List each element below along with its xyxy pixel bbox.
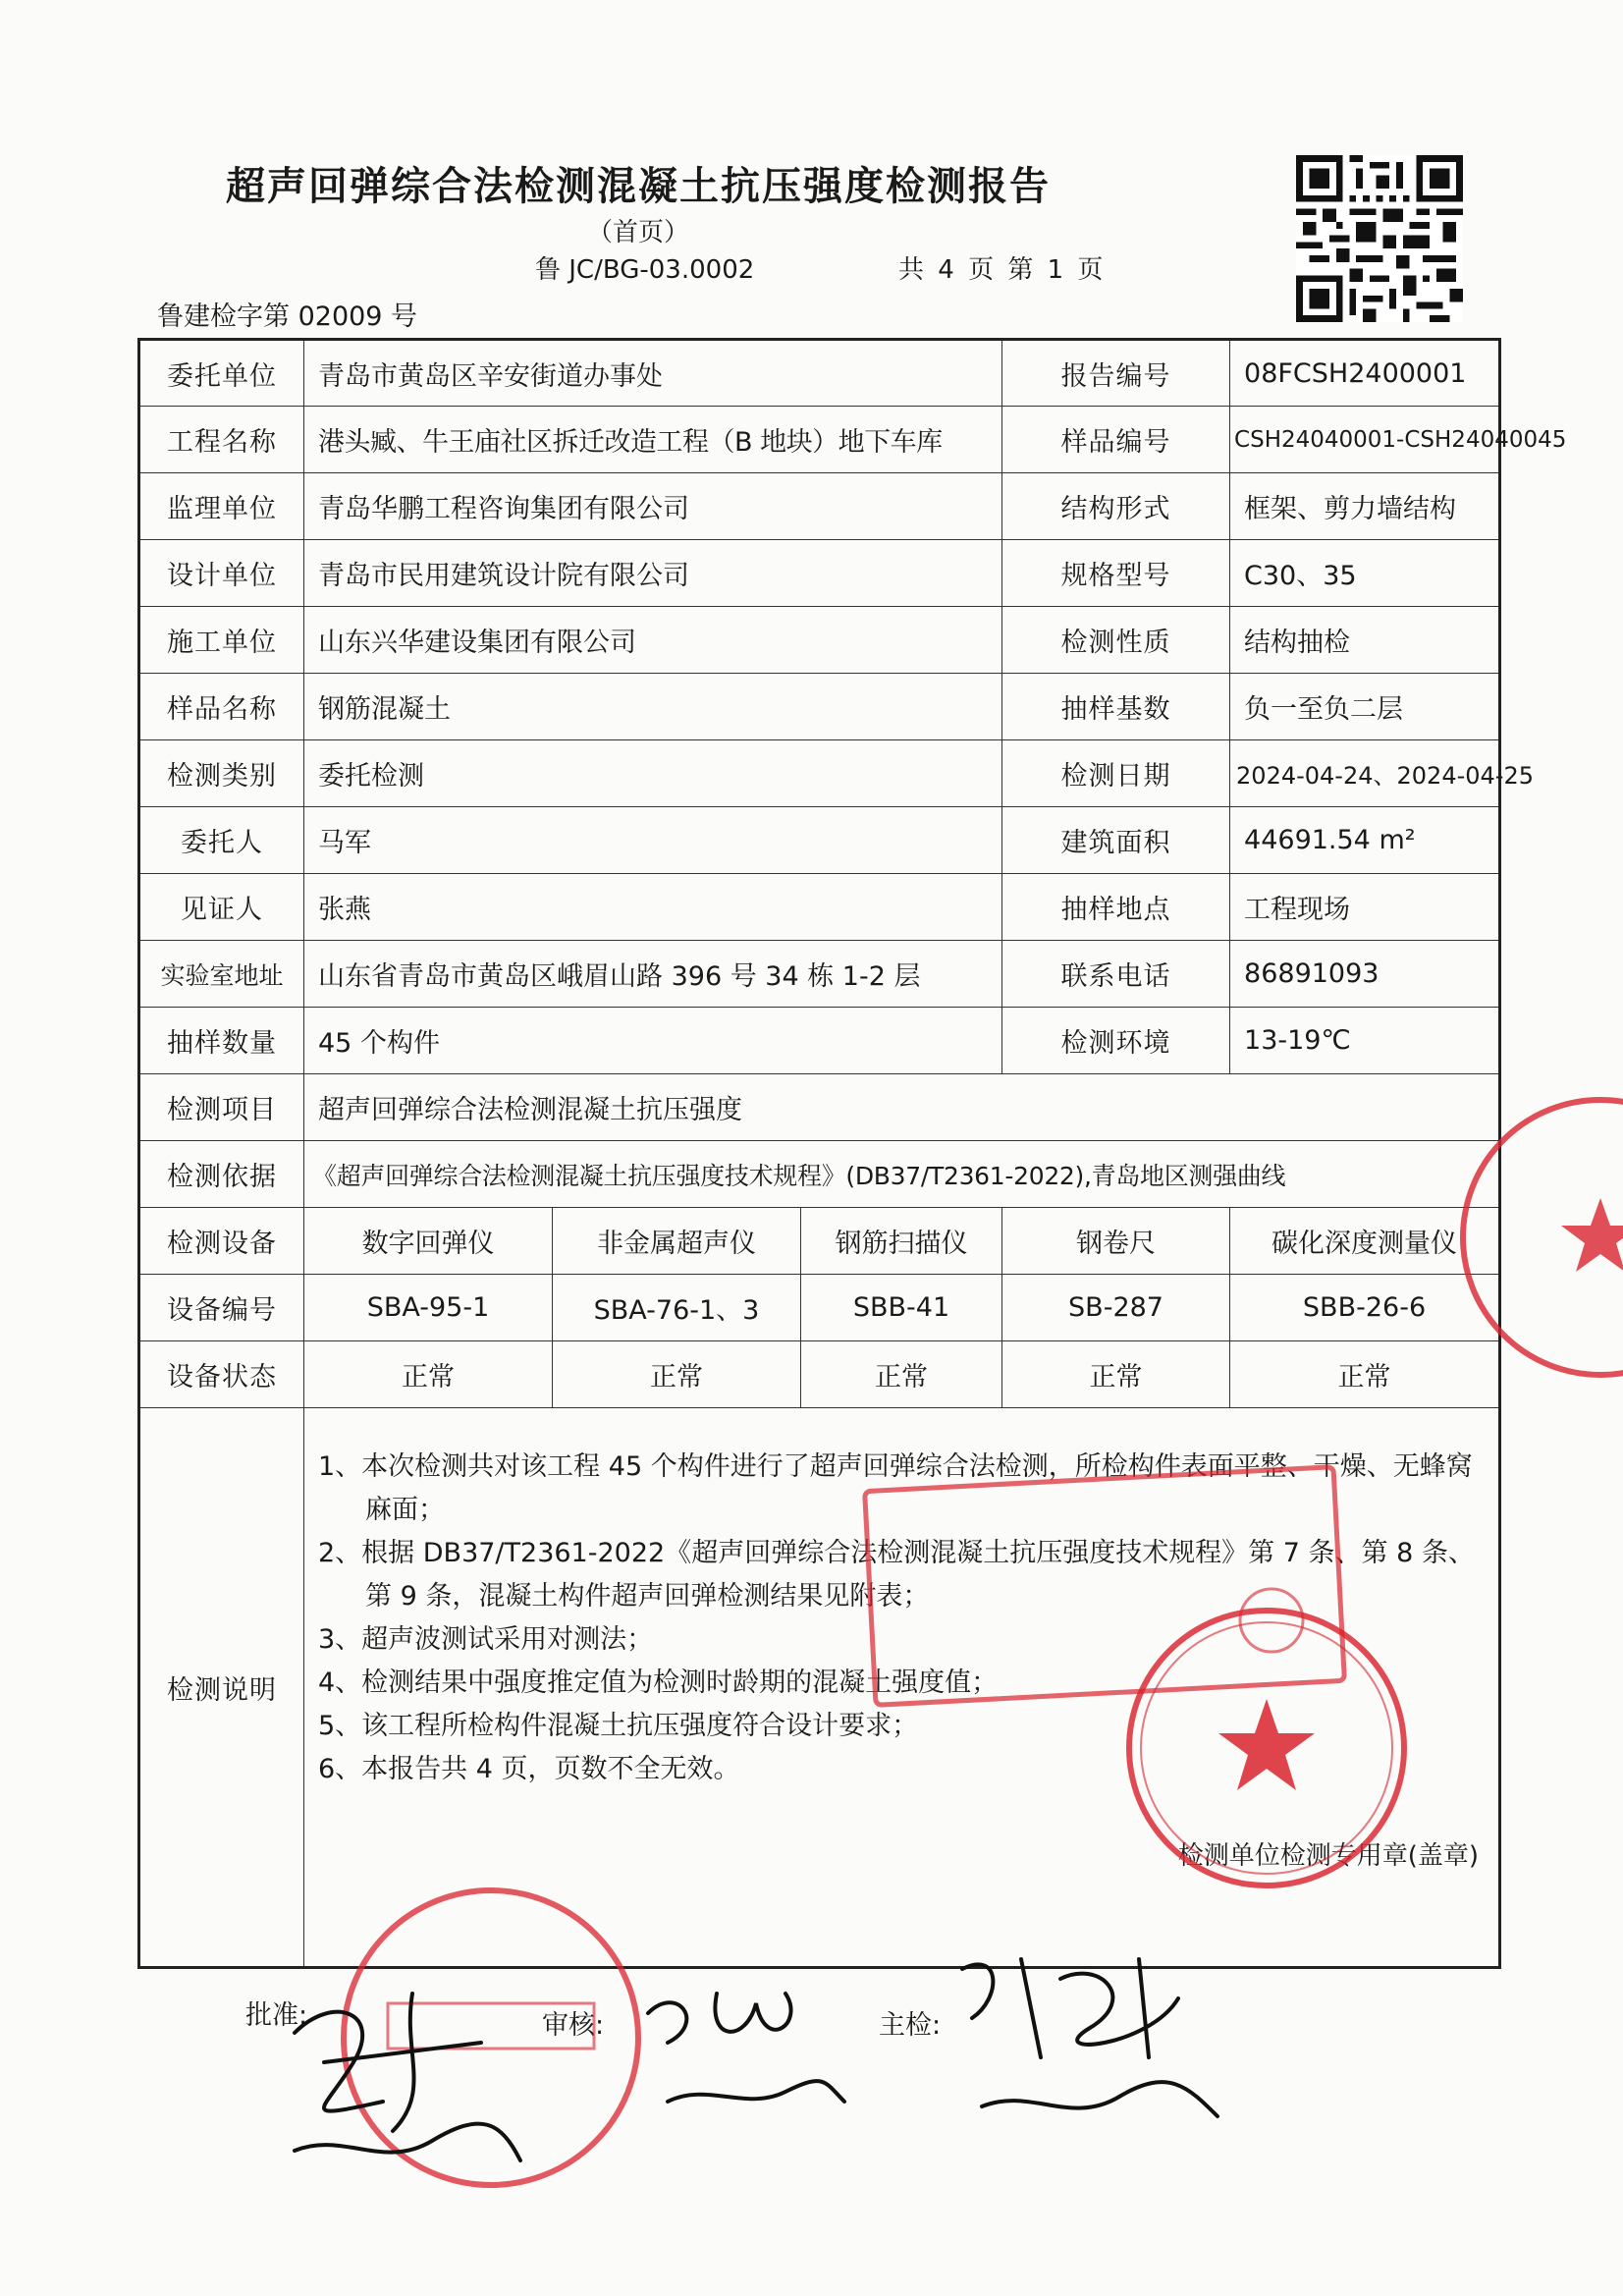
table-row — [139, 1074, 1500, 1141]
equipment-no-label: 设备编号 — [139, 1275, 304, 1341]
equipment-no-row — [139, 1275, 1500, 1341]
table-row — [139, 874, 1500, 941]
equipment-name: 碳化深度测量仪 — [1230, 1208, 1500, 1275]
qty-label: 抽样数量 — [139, 1008, 304, 1074]
equipment-no: SB-287 — [1002, 1275, 1230, 1341]
note-item: 3、超声波测试采用对测法； — [318, 1624, 654, 1655]
table-row — [139, 941, 1500, 1008]
equipment-status: 正常 — [1230, 1341, 1500, 1408]
equipment-no: SBB-26-6 — [1230, 1275, 1500, 1341]
qr-code-icon — [1296, 155, 1463, 322]
equipment-status: 正常 — [1002, 1341, 1230, 1408]
signature-approver-icon — [265, 1954, 579, 2180]
note-item: 2、根据 DB37/T2361-2022《超声回弹综合法检测混凝土抗压强度技术规程》第 7 条、第 8 条、第 9 条，混凝土构件超声回弹检测结果见附表； — [318, 1538, 1475, 1612]
date-value: 2024-04-24、2024-04-25 — [1230, 740, 1500, 807]
item-value: 超声回弹综合法检测混凝土抗压强度 — [304, 1074, 1500, 1141]
sample-no-label: 样品编号 — [1002, 407, 1230, 473]
notes-label: 检测说明 — [139, 1408, 304, 1968]
client-value: 青岛市黄岛区辛安街道办事处 — [304, 340, 1002, 407]
equipment-name: 钢卷尺 — [1002, 1208, 1230, 1275]
seal-stamp-right-edge — [1453, 1080, 1623, 1394]
category-value: 委托检测 — [304, 740, 1002, 807]
report-no-value: 08FCSH2400001 — [1230, 340, 1500, 407]
table-row — [139, 807, 1500, 874]
review-label: 审核: — [542, 2010, 605, 2041]
table-row — [139, 607, 1500, 674]
table-row — [139, 1141, 1500, 1208]
note-item: 6、本报告共 4 页，页数不全无效。 — [318, 1754, 740, 1784]
entrust-person-label: 委托人 — [139, 807, 304, 874]
basis-label: 检测依据 — [139, 1141, 304, 1208]
supervisor-value: 青岛华鹏工程咨询集团有限公司 — [304, 473, 1002, 540]
note-item: 5、该工程所检构件混凝土抗压强度符合设计要求； — [318, 1711, 919, 1741]
certificate-number: 鲁建检字第 02009 号 — [157, 301, 418, 332]
item-label: 检测项目 — [139, 1074, 304, 1141]
approve-label: 批准: — [245, 2000, 308, 2031]
report-subtitle: （首页） — [586, 218, 689, 247]
place-value: 工程现场 — [1230, 874, 1500, 941]
env-label: 检测环境 — [1002, 1008, 1230, 1074]
page-count: 共 4 页 第 1 页 — [898, 255, 1104, 285]
sample-name-label: 样品名称 — [139, 674, 304, 740]
table-row — [139, 540, 1500, 607]
entrust-person-value: 马军 — [304, 807, 1002, 874]
spec-label: 规格型号 — [1002, 540, 1230, 607]
phone-label: 联系电话 — [1002, 941, 1230, 1008]
designer-value: 青岛市民用建筑设计院有限公司 — [304, 540, 1002, 607]
qty-value: 45 个构件 — [304, 1008, 1002, 1074]
supervisor-label: 监理单位 — [139, 473, 304, 540]
lab-value: 山东省青岛市黄岛区峨眉山路 396 号 34 栋 1-2 层 — [304, 941, 1002, 1008]
sample-no-value: CSH24040001-CSH24040045 — [1230, 407, 1500, 473]
equipment-no: SBA-95-1 — [304, 1275, 553, 1341]
equipment-label: 检测设备 — [139, 1208, 304, 1275]
base-label: 抽样基数 — [1002, 674, 1230, 740]
report-title: 超声回弹综合法检测混凝土抗压强度检测报告 — [226, 164, 1051, 209]
structure-label: 结构形式 — [1002, 473, 1230, 540]
client-label: 委托单位 — [139, 340, 304, 407]
note-item: 4、检测结果中强度推定值为检测时龄期的混凝土强度值； — [318, 1667, 999, 1698]
designer-label: 设计单位 — [139, 540, 304, 607]
note-item: 1、本次检测共对该工程 45 个构件进行了超声回弹综合法检测，所检构件表面平整、干燥、无蜂窝麻面； — [318, 1451, 1473, 1525]
table-row — [139, 1008, 1500, 1074]
table-row — [139, 740, 1500, 807]
date-label: 检测日期 — [1002, 740, 1230, 807]
table-row — [139, 473, 1500, 540]
project-label: 工程名称 — [139, 407, 304, 473]
equipment-status-label: 设备状态 — [139, 1341, 304, 1408]
equipment-status: 正常 — [553, 1341, 801, 1408]
builder-value: 山东兴华建设集团有限公司 — [304, 607, 1002, 674]
seal-caption: 检测单位检测专用章(盖章) — [1177, 1841, 1480, 1871]
equipment-name: 数字回弹仪 — [304, 1208, 553, 1275]
area-label: 建筑面积 — [1002, 807, 1230, 874]
phone-value: 86891093 — [1230, 941, 1500, 1008]
equipment-no: SBA-76-1、3 — [553, 1275, 801, 1341]
builder-label: 施工单位 — [139, 607, 304, 674]
equipment-status-row — [139, 1341, 1500, 1408]
category-label: 检测类别 — [139, 740, 304, 807]
equipment-status: 正常 — [801, 1341, 1002, 1408]
table-row — [139, 674, 1500, 740]
structure-value: 框架、剪力墙结构 — [1230, 473, 1500, 540]
equipment-name: 非金属超声仪 — [553, 1208, 801, 1275]
place-label: 抽样地点 — [1002, 874, 1230, 941]
nature-value: 结构抽检 — [1230, 607, 1500, 674]
witness-value: 张燕 — [304, 874, 1002, 941]
table-row — [139, 407, 1500, 473]
equipment-name: 钢筋扫描仪 — [801, 1208, 1002, 1275]
document-code: 鲁 JC/BG-03.0002 — [535, 255, 755, 285]
basis-value: 《超声回弹综合法检测混凝土抗压强度技术规程》(DB37/T2361-2022),青岛地区测强曲线 — [304, 1141, 1500, 1208]
env-value: 13-19℃ — [1230, 1008, 1500, 1074]
equipment-name-row — [139, 1208, 1500, 1275]
project-value: 港头臧、牛王庙社区拆迁改造工程（B 地块）地下车库 — [304, 407, 1002, 473]
witness-label: 见证人 — [139, 874, 304, 941]
lab-label: 实验室地址 — [139, 941, 304, 1008]
report-no-label: 报告编号 — [1002, 340, 1230, 407]
base-value: 负一至负二层 — [1230, 674, 1500, 740]
seal-stamp-engineer — [864, 1473, 1345, 1699]
area-value: 44691.54 m² — [1230, 807, 1500, 874]
sample-name-value: 钢筋混凝土 — [304, 674, 1002, 740]
main-inspector-label: 主检: — [879, 2010, 942, 2041]
nature-label: 检测性质 — [1002, 607, 1230, 674]
signature-inspector-icon — [943, 1940, 1257, 2136]
signature-reviewer-icon — [628, 1964, 864, 2131]
equipment-no: SBB-41 — [801, 1275, 1002, 1341]
spec-value: C30、35 — [1230, 540, 1500, 607]
equipment-status: 正常 — [304, 1341, 553, 1408]
table-row — [139, 340, 1500, 407]
